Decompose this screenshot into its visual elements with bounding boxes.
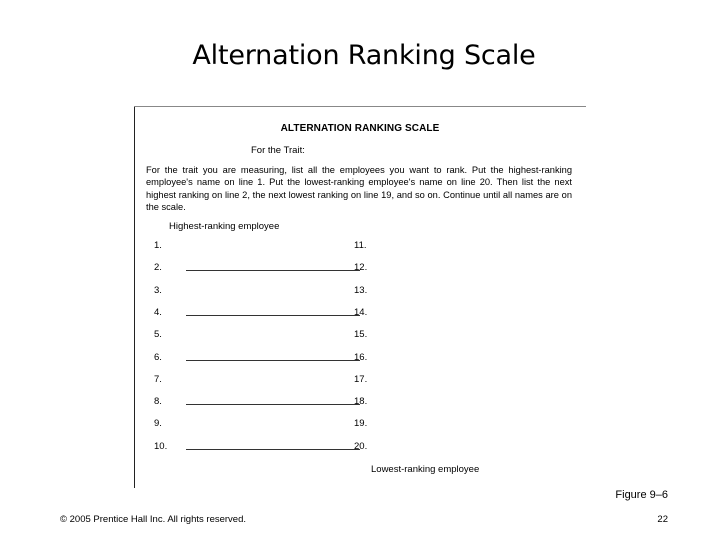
entry-number: 9. xyxy=(154,418,162,430)
entry-blank-line xyxy=(186,360,360,361)
entry-number: 15. xyxy=(354,329,368,341)
ranking-entry xyxy=(354,415,586,429)
ranking-entry xyxy=(354,393,586,407)
ranking-entry xyxy=(154,349,360,363)
copyright-notice: © 2005 Prentice Hall Inc. All rights reserved. xyxy=(60,514,247,525)
entry-blank-line xyxy=(186,449,360,450)
form-instructions: For the trait you are measuring, list all the employees you want to rank. Put the highest-ranking employee's name on line 1. Put the lowest-ranking employee's name on line 20. Then list the next highest ranking on line 2, the next lowest ranking on line 19, and so on. Continue until all names are on the scale. xyxy=(146,165,572,212)
entry-number: 8. xyxy=(154,396,162,408)
ranking-entry xyxy=(154,282,360,296)
entry-number: 14. xyxy=(354,306,368,318)
form-title: ALTERNATION RANKING SCALE xyxy=(280,123,440,134)
ranking-entry xyxy=(154,415,360,429)
entry-number: 19. xyxy=(354,418,368,430)
lowest-ranking-label: Lowest-ranking employee xyxy=(371,464,480,475)
slide-title: Alternation Ranking Scale xyxy=(192,40,536,71)
ranking-entry xyxy=(354,237,586,251)
form-left-border xyxy=(134,106,135,488)
entry-number: 20. xyxy=(354,440,368,452)
ranking-entry xyxy=(154,304,360,318)
ranking-entry xyxy=(354,326,586,340)
entry-number: 11. xyxy=(354,240,367,251)
ranking-entry xyxy=(354,304,586,318)
entry-number: 13. xyxy=(354,284,368,296)
entry-number: 4. xyxy=(154,306,162,318)
figure-label: Figure 9–6 xyxy=(615,489,668,501)
highest-ranking-label: Highest-ranking employee xyxy=(169,221,280,232)
entry-number: 17. xyxy=(354,373,368,385)
entry-blank-line xyxy=(186,270,360,271)
ranking-entry xyxy=(354,371,586,385)
form-top-border xyxy=(134,106,586,107)
trait-label: For the Trait: xyxy=(251,145,305,156)
ranking-entry xyxy=(154,237,360,251)
entry-number: 12. xyxy=(354,262,368,274)
ranking-entry xyxy=(354,259,586,273)
entry-number: 2. xyxy=(154,262,162,274)
ranking-entry xyxy=(354,282,586,296)
entry-blank-line xyxy=(186,404,360,405)
scanned-form xyxy=(134,106,586,488)
entry-blank-line xyxy=(186,315,360,316)
entry-number: 6. xyxy=(154,351,162,363)
entry-number: 10. xyxy=(154,440,168,452)
entry-number: 7. xyxy=(154,373,162,385)
ranking-entry xyxy=(354,438,586,452)
ranking-entry xyxy=(154,259,360,273)
ranking-entry xyxy=(154,438,360,452)
ranking-entry xyxy=(154,393,360,407)
entry-number: 3. xyxy=(154,284,162,296)
ranking-entry xyxy=(354,349,586,363)
entry-number: 1. xyxy=(154,240,162,251)
ranking-entry xyxy=(154,326,360,340)
entry-number: 5. xyxy=(154,329,162,341)
ranking-entry xyxy=(154,371,360,385)
page-number: 22 xyxy=(657,514,668,525)
entry-number: 16. xyxy=(354,351,368,363)
entry-number: 18. xyxy=(354,396,368,408)
